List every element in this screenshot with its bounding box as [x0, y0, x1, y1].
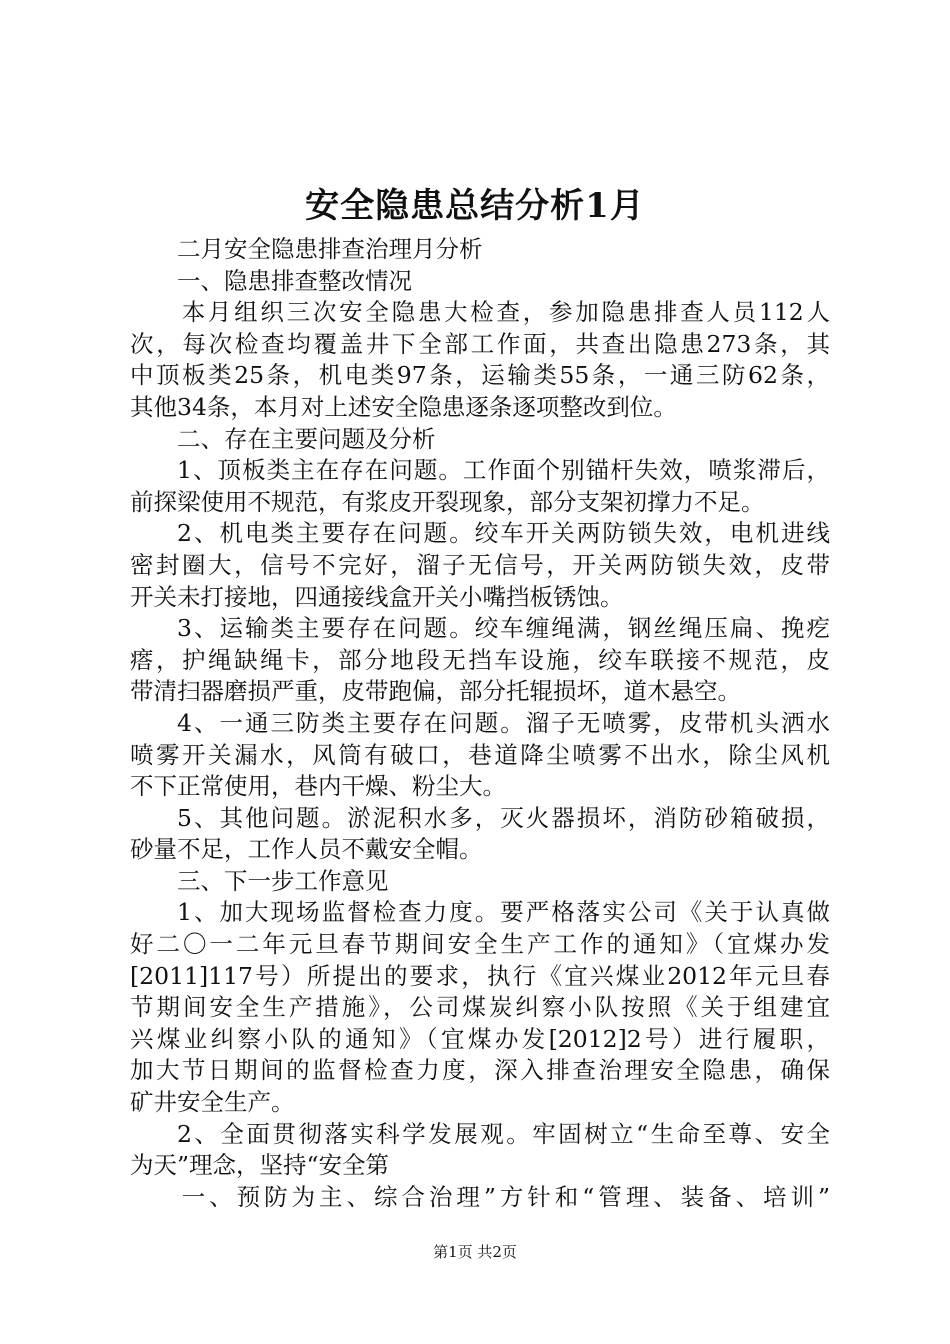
document-body	[130, 234, 830, 1213]
page-footer: 第1页 共2页	[433, 1243, 517, 1261]
text-line: 加大节日期间的监督检查力度，深入排查治理安全隐患，确保	[130, 1056, 830, 1085]
text-line: 次，每次检查均覆盖井下全部工作面，共查出隐患273条，其	[130, 329, 830, 358]
text-line: 2、全面贯彻落实科学发展观。牢固树立“生命至尊、安全	[177, 1119, 830, 1148]
document-title: 安全隐患总结分析1月	[305, 186, 645, 226]
text-line: 瘩，护绳缺绳卡，部分地段无挡车设施，绞车联接不规范，皮	[130, 645, 830, 674]
text-line: 密封圈大，信号不完好，溜子无信号，开关两防锁失效，皮带	[130, 550, 830, 579]
text-line: 1、加大现场监督检查力度。要严格落实公司《关于认真做	[177, 898, 830, 927]
text-line: 兴煤业纠察小队的通知》（宜煤办发[2012]2号）进行履职，	[130, 1024, 830, 1053]
text-line: 1、顶板类主在存在问题。工作面个别锚杆失效，喷浆滞后，	[177, 456, 830, 485]
text-line: 三、下一步工作意见	[177, 866, 389, 895]
text-line: 本月组织三次安全隐患大检查，参加隐患排查人员112人	[181, 298, 830, 327]
text-line: 中顶板类25条，机电类97条，运输类55条，一通三防62条，	[130, 361, 830, 390]
text-line: 节期间安全生产措施》，公司煤炭纠察小队按照《关于组建宜	[130, 993, 830, 1022]
text-line: 3、运输类主要存在问题。绞车缠绳满，钢丝绳压扁、挽疙	[177, 614, 830, 643]
text-line: 一、隐患排查整改情况	[177, 266, 412, 295]
text-line: 开关未打接地，四通接线盒开关小嘴挡板锈蚀。	[130, 582, 624, 611]
text-line: 其他34条，本月对上述安全隐患逐条逐项整改到位。	[130, 392, 677, 421]
text-line: 矿井安全生产。	[130, 1088, 295, 1117]
text-line: 喷雾开关漏水，风筒有破口，巷道降尘喷雾不出水，除尘风机	[130, 740, 830, 769]
text-line: 5、其他问题。淤泥积水多，灭火器损坏，消防砂箱破损，	[177, 803, 830, 832]
text-line: 二月安全隐患排查治理月分析	[177, 235, 483, 263]
text-line: 带清扫器磨损严重，皮带跑偏，部分托辊损坏，道木悬空。	[130, 677, 741, 706]
text-line: 不下正常使用，巷内干燥、粉尘大。	[130, 772, 506, 801]
text-line: 二、存在主要问题及分析	[177, 424, 436, 453]
text-line: 好二〇一二年元旦春节期间安全生产工作的通知》（宜煤办发	[130, 930, 830, 959]
text-line: 2、机电类主要存在问题。绞车开关两防锁失效，电机进线	[177, 519, 830, 548]
text-line: 一、预防为主、综合治理”方针和“管理、装备、培训”	[181, 1182, 830, 1211]
text-line: 4、一通三防类主要存在问题。溜子无喷雾，皮带机头洒水	[177, 708, 830, 737]
text-line: 为天”理念，坚持“安全第	[130, 1151, 390, 1180]
text-line: [2011]117号）所提出的要求，执行《宜兴煤业2012年元旦春	[130, 961, 830, 990]
text-line: 前探梁使用不规范，有浆皮开裂现象，部分支架初撑力不足。	[130, 487, 765, 516]
text-line: 砂量不足，工作人员不戴安全帽。	[130, 835, 483, 864]
